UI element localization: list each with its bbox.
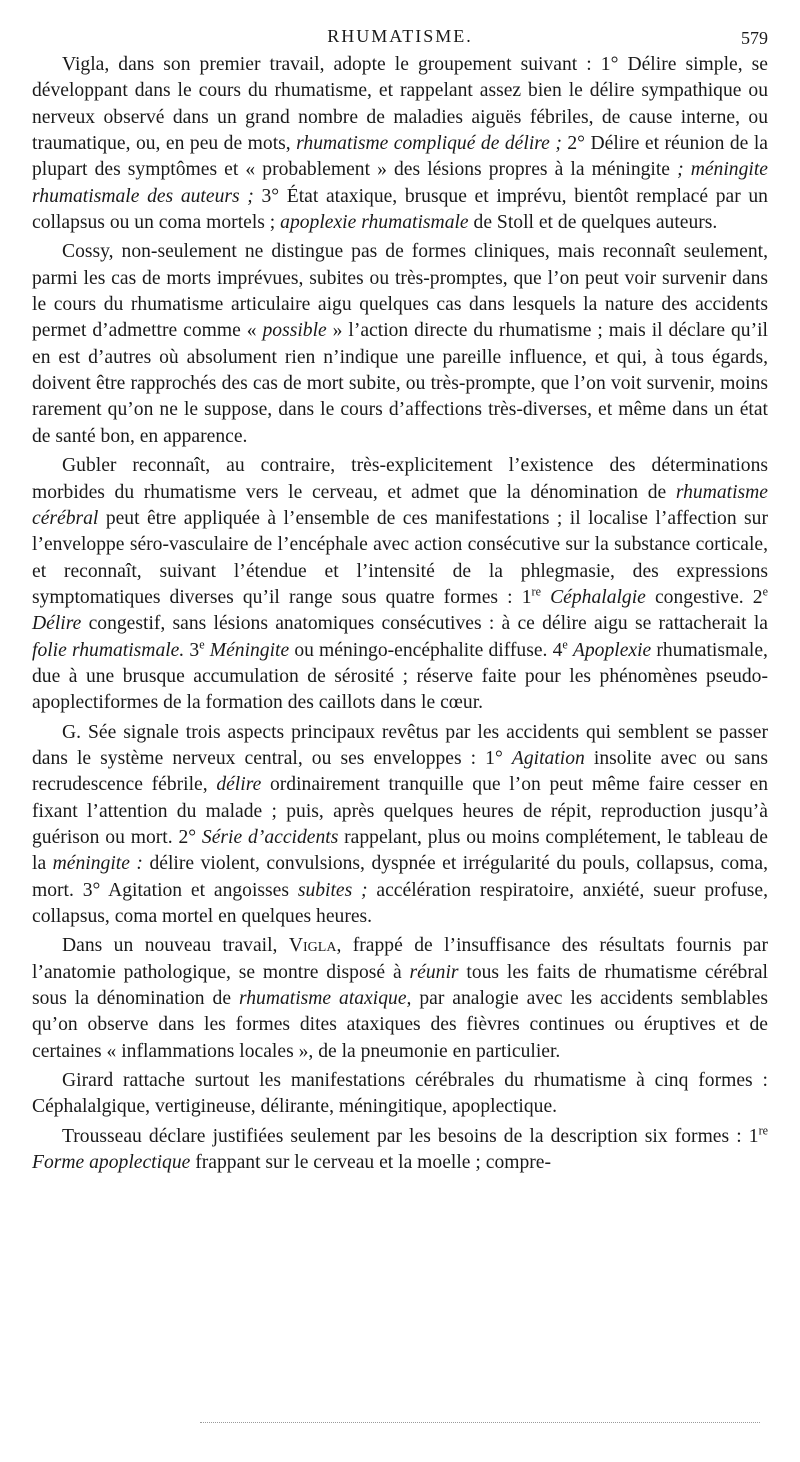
- text-run: Cossy, non-seulement ne distingue pas de formes cliniques, mais reconnaît seulement, parmi les cas de morts imprévues, subites ou très-promptes, que l’on peut voir survenir dans le cours du rhumatisme articulaire aigu quelques cas dans lesquels la nature des accidents permet d’admettre comme «: [32, 241, 768, 342]
- text-run: ordinairement tranquille que l’on peut même faire cesser en fixant l’attention du malade ; puis, après quelques heures de répit, reproduction jusqu’à guérison ou mort. 2°: [32, 774, 769, 848]
- text-run: 2° Délire et réunion de la plupart des symptômes et « probablement » des lésions propres à la méningite: [32, 133, 768, 181]
- superscript-text: e: [199, 637, 205, 652]
- paragraph-girard: [32, 1068, 768, 1121]
- text-run: Dans un nouveau travail,: [62, 935, 289, 957]
- text-run: peut être appliquée à l’ensemble de ces manifestations ; il localise l’affection sur l’enveloppe séro-vasculaire de l’encéphale avec action consécutive sur la substance corticale, et reconnaît, suivant l’étendue et l’intensité de la phlegmasie, des expressions symptomatiques diverses qu’il range sous quatre formes : 1: [32, 507, 768, 608]
- text-run: Girard rattache surtout les manifestations cérébrales du rhumatisme à cinq formes : Céphalalgique, vertigineuse, délirante, méningitique, apoplectique.: [32, 1070, 768, 1118]
- paragraph-see: [32, 720, 768, 931]
- paragraph-gubler: [32, 453, 768, 716]
- italic-text: possible: [262, 320, 327, 342]
- footer-dotted-rule: [200, 1422, 760, 1424]
- superscript-text: re: [531, 584, 541, 599]
- running-title: RHUMATISME.: [327, 26, 473, 46]
- text-run: 3° État ataxique, brusque et imprévu, bientôt remplacé par un collapsus ou un coma mortels ;: [32, 185, 768, 234]
- italic-text: réunir: [409, 961, 459, 983]
- italic-text: Céphalalgie: [550, 586, 646, 608]
- italic-text: folie rhumatismale.: [32, 639, 185, 661]
- text-run: délire violent, convulsions, dyspnée et irrégularité du pouls, collapsus, coma, mort. 3° Agitation et angoisses: [32, 853, 768, 901]
- text-run: 3: [184, 639, 200, 661]
- superscript-text: re: [758, 1123, 768, 1138]
- text-run: G. Sée signale trois aspects principaux revêtus par les accidents qui semblent se passer dans le système nerveux central, ou ses enveloppes : 1°: [32, 721, 768, 769]
- text-run: Gubler reconnaît, au contraire, très-explicitement l’existence des déterminations morbides du rhumatisme vers le cerveau, et admet que la dénomination de: [32, 455, 768, 503]
- italic-text: Méningite: [209, 639, 290, 661]
- italic-text: apoplexie rhumatismale: [280, 212, 469, 234]
- page-number: 579: [741, 28, 768, 48]
- superscript-text: e: [762, 584, 768, 599]
- text-run: congestive. 2: [645, 586, 763, 608]
- italic-text: subites ;: [297, 879, 368, 901]
- text-run: Vigla, dans son premier travail, adopte le groupement suivant : 1° Délire simple, se développant dans le cours du rhumatisme, et rappelant assez bien le délire sympathique ou nerveux observé dans un grand nombre de maladies aiguës fébriles, de cause interne, ou traumatique, ou, en peu de mots,: [32, 54, 768, 155]
- italic-text: rhumatisme cérébral: [32, 481, 768, 529]
- text-run: Vigla: [288, 935, 337, 957]
- paragraph-cossy: [32, 239, 768, 450]
- paragraph-trousseau: [32, 1124, 768, 1177]
- text-run: accélération respiratoire, anxiété, sueur profuse, collapsus, coma mortel en quelques heures.: [32, 879, 768, 927]
- italic-text: Apoplexie: [572, 639, 652, 661]
- text-run: tous les faits de rhumatisme cérébral sous la dénomination de: [32, 961, 768, 1010]
- italic-text: Agitation: [511, 747, 585, 769]
- text-run: par analogie avec les accidents semblables qu’on observe dans les formes dites ataxiques des fièvres continues ou éruptives et de certaines « inflammations locales », de la pneumonie en particulier.: [32, 988, 768, 1062]
- text-run: , frappé de l’insuffisance des résultats fournis par l’anatomie pathologique, se montre disposé à: [32, 935, 768, 983]
- italic-text: rhumatisme compliqué de délire ;: [296, 133, 562, 155]
- italic-text: ; méningite rhumatismale des auteurs ;: [32, 159, 768, 207]
- text-run: ou méningo-encéphalite diffuse. 4: [289, 639, 563, 661]
- text-run: de Stoll et de quelques auteurs.: [468, 212, 718, 234]
- book-page: [32, 22, 768, 1179]
- text-run: congestif, sans lésions anatomiques consécutives : à ce délire aigu se rattacherait la: [81, 613, 768, 635]
- paragraph-vigla-2: [32, 933, 768, 1065]
- body-text: [32, 52, 768, 1176]
- text-run: rappelant, plus ou moins complétement, le tableau de la: [32, 826, 768, 875]
- italic-text: Forme apoplectique: [32, 1152, 191, 1174]
- text-run: frappant sur le cerveau et la moelle ; compre-: [190, 1152, 552, 1174]
- text-run: rhumatismale, due à une brusque accumulation de sérosité ; réserve faite pour les phénomènes pseudo-apoplectiformes de la formation des caillots dans le cœur.: [32, 639, 768, 714]
- italic-text: Délire: [32, 613, 82, 635]
- text-run: insolite avec ou sans recrudescence fébrile,: [32, 747, 768, 796]
- text-run: [541, 587, 550, 608]
- italic-text: Série d’accidents: [201, 826, 339, 848]
- text-run: » l’action directe du rhumatisme ; mais il déclare qu’il en est d’autres où absolument rien n’indique une pareille influence, et qui, à tous égards, doivent être rapprochés des cas de mort subite, ou très-prompte, que l’on voit survenir, moins rarement qu’on ne le suppose, dans le cours d’affections très-diverses, et même dans un état de santé bon, en apparence.: [32, 320, 769, 447]
- italic-text: méningite :: [52, 853, 143, 875]
- superscript-text: e: [562, 637, 568, 652]
- italic-text: délire: [216, 774, 262, 796]
- text-run: Trousseau déclare justifiées seulement par les besoins de la description six formes : 1: [62, 1125, 759, 1147]
- paragraph-vigla-1: [32, 52, 768, 236]
- italic-text: rhumatisme ataxique,: [238, 988, 412, 1010]
- page-header: [32, 22, 768, 52]
